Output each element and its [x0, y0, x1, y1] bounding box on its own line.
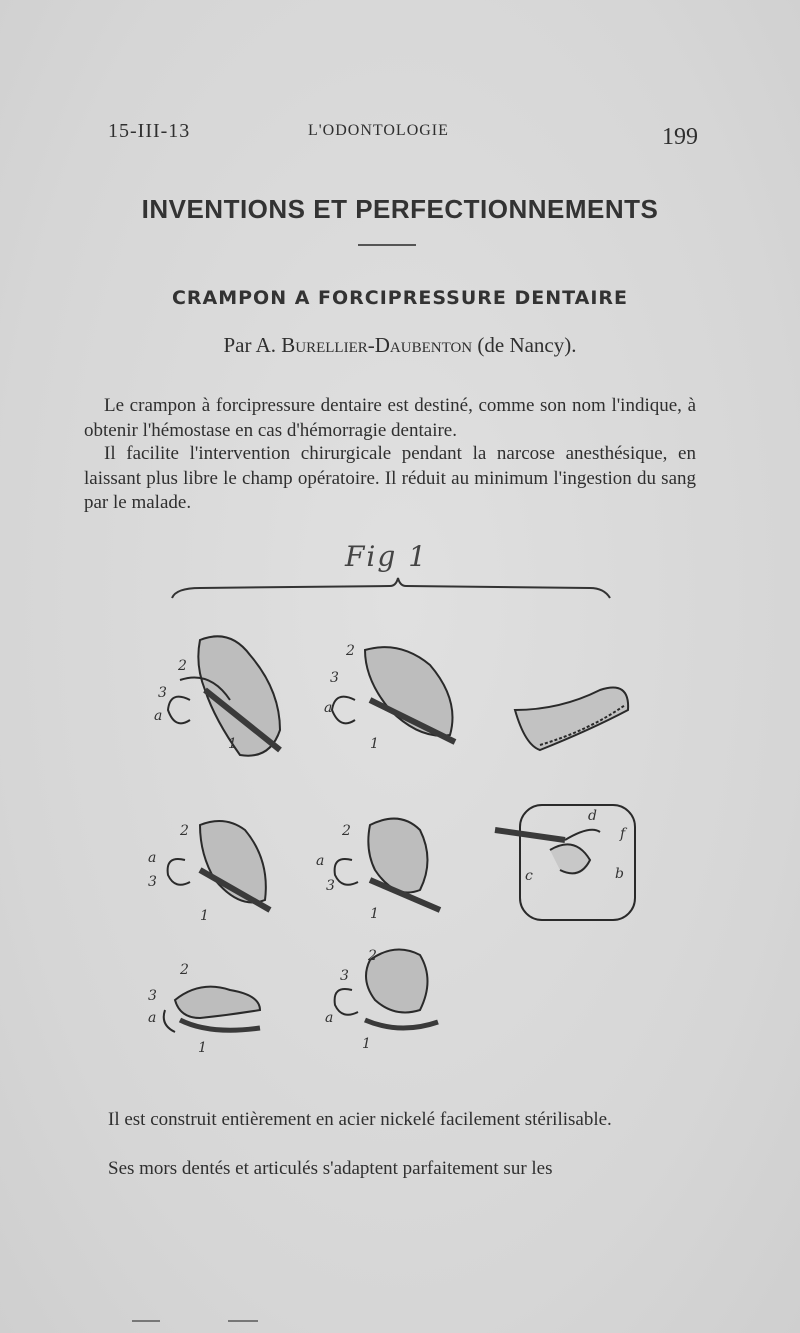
article-title: CRAMPON A FORCIPRESSURE DENTAIRE: [171, 287, 629, 309]
ink-mark: [132, 1320, 160, 1322]
running-head: [108, 120, 708, 150]
figure-label: 3: [148, 874, 157, 890]
figure-label: a: [324, 700, 333, 716]
title-rule: [358, 244, 416, 246]
figure-label: a: [154, 708, 163, 724]
figure-label: a: [316, 853, 325, 869]
figure-label: f: [620, 826, 626, 842]
figure-label: 1: [228, 736, 237, 752]
figure-illustration: [120, 570, 660, 1070]
figure-label: c: [525, 868, 533, 884]
figure-label: 1: [370, 906, 379, 922]
paragraph: Il facilite l'intervention chirurgicale pendant la narcose anesthésique, en laissant plus libre le champ opératoire. Il réduit au minimum l'ingestion du sang par le malade.: [84, 443, 696, 513]
issue-date: 15-III-13: [108, 120, 191, 142]
clamp-drawing: [332, 647, 455, 742]
figure-label: 2: [346, 643, 355, 659]
jaw-detail-drawing: [515, 688, 628, 751]
figure-label: 2: [342, 823, 351, 839]
figure-label: 1: [362, 1036, 371, 1052]
byline-author: Burellier-Daubenton: [281, 333, 473, 357]
figure-brace: [172, 578, 610, 598]
clamp-drawing: [168, 636, 280, 755]
detail-box-drawing: [495, 805, 635, 920]
byline-prefix: Par A.: [223, 333, 282, 357]
figure-caption: Fig 1: [345, 540, 429, 573]
paragraph: Le crampon à forcipressure dentaire est destiné, comme son nom l'indique, à obtenir l'hémostase en cas d'hémorragie dentaire.: [84, 395, 696, 441]
figure-label: 3: [148, 988, 157, 1004]
figure-label: 2: [180, 823, 189, 839]
figure-label: d: [588, 808, 597, 824]
figure-label: 3: [158, 685, 167, 701]
figure-label: 1: [200, 908, 209, 924]
figure-label: a: [325, 1010, 334, 1026]
figure-label: 3: [326, 878, 335, 894]
figure-label: 2: [178, 658, 187, 674]
paragraph: Il est construit entièrement en acier nickelé facilement stérilisable.: [108, 1109, 612, 1130]
figure-label: 1: [370, 736, 379, 752]
page-number: 199: [662, 124, 698, 150]
paragraph: Ses mors dentés et articulés s'adaptent parfaitement sur les: [108, 1158, 553, 1179]
figure-label: a: [148, 1010, 157, 1026]
journal-name: L'ODONTOLOGIE: [308, 122, 449, 139]
figure-label: b: [615, 866, 624, 882]
figure-label: 1: [198, 1040, 207, 1056]
figure-label: 2: [368, 948, 377, 964]
byline-suffix: (de Nancy).: [472, 333, 577, 357]
section-title: INVENTIONS ET PERFECTIONNEMENTS: [141, 194, 659, 224]
figure-label: a: [148, 850, 157, 866]
figure-label: 3: [330, 670, 339, 686]
figure-label: 3: [340, 968, 349, 984]
figure-label: 2: [180, 962, 189, 978]
clamp-drawing: [164, 987, 260, 1032]
ink-mark: [228, 1320, 258, 1322]
clamp-drawing: [335, 950, 438, 1028]
byline: [0, 333, 800, 358]
